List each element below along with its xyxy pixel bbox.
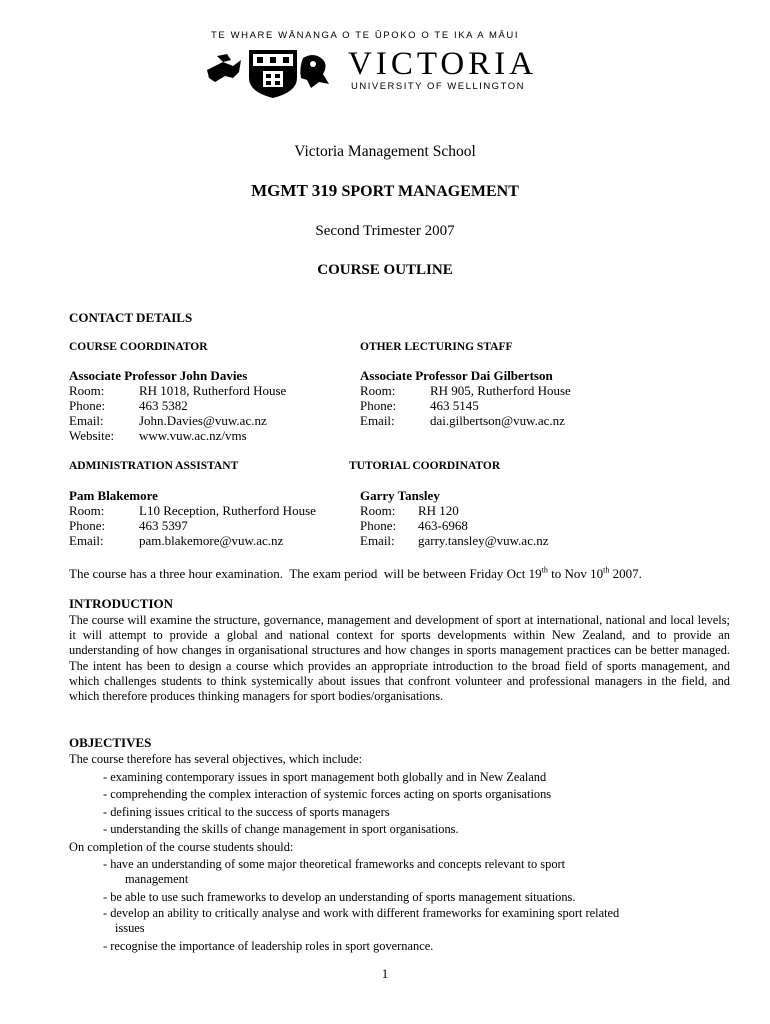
phone-label: Phone:: [69, 398, 106, 413]
email-label: Email:: [69, 533, 104, 548]
tutorial-email-link[interactable]: garry.tansley@vuw.ac.nz: [418, 533, 549, 548]
coordinator-card: [69, 368, 349, 443]
outline-title: COURSE OUTLINE: [317, 262, 453, 278]
coordinator-email-link[interactable]: John.Davies@vuw.ac.nz: [139, 413, 267, 428]
list-item: - have an understanding of some major theoretical frameworks and concepts relevant to sport: [103, 856, 566, 871]
course-name: SPORT MANAGEMENT: [341, 183, 519, 200]
list-item: - comprehending the complex interaction of systemic forces acting on sports organisations: [103, 787, 552, 802]
maori-motto: TE WHARE WĀNANGA O TE ŪPOKO O TE IKA A MĀUI: [211, 30, 520, 41]
university-header: [205, 30, 570, 100]
course-title: [0, 181, 770, 201]
coordinator-room: RH 1018, Rutherford House: [139, 383, 287, 398]
objectives-heading: OBJECTIVES: [69, 735, 152, 750]
tutorial-heading: TUTORIAL COORDINATOR: [349, 460, 501, 472]
university-crest-logo: [205, 44, 345, 100]
list-item: - develop an ability to critically analyse and work with different frameworks for examining sport related: [103, 906, 620, 921]
course-code: MGMT 319: [251, 181, 338, 200]
other-staff-email-link[interactable]: dai.gilbertson@vuw.ac.nz: [430, 413, 565, 428]
tutorial-phone: 463-6968: [418, 518, 468, 533]
completion-intro: On completion of the course students should:: [69, 839, 294, 854]
admin-card: [69, 488, 349, 548]
website-label: Website:: [69, 428, 115, 443]
phone-label: Phone:: [360, 398, 397, 413]
list-item: - examining contemporary issues in sport management both globally and in New Zealand: [103, 769, 547, 784]
room-label: Room:: [69, 383, 105, 398]
other-staff-room: RH 905, Rutherford House: [430, 383, 571, 398]
list-item-continuation: management: [125, 871, 189, 886]
school-name: Victoria Management School: [294, 143, 476, 160]
other-staff-card: [360, 368, 660, 428]
admin-room: L10 Reception, Rutherford House: [139, 503, 316, 518]
room-label: Room:: [69, 503, 105, 518]
email-label: Email:: [360, 413, 395, 428]
coordinator-name: Associate Professor John Davies: [69, 368, 248, 383]
admin-heading: ADMINISTRATION ASSISTANT: [69, 460, 239, 472]
list-item: - understanding the skills of change management in sport organisations.: [103, 822, 459, 837]
exam-text-2: to Nov 10: [547, 566, 604, 581]
tutorial-card: [360, 488, 660, 548]
tutorial-name: Garry Tansley: [360, 488, 440, 503]
admin-phone: 463 5397: [139, 518, 188, 533]
tutorial-room: RH 120: [418, 503, 459, 518]
contact-heading: CONTACT DETAILS: [69, 310, 193, 325]
phone-label: Phone:: [360, 518, 397, 533]
room-label: Room:: [360, 383, 396, 398]
list-item: - recognise the importance of leadership roles in sport governance.: [103, 939, 434, 954]
email-label: Email:: [69, 413, 104, 428]
list-item-continuation: issues: [115, 921, 145, 936]
admin-email-link[interactable]: pam.blakemore@vuw.ac.nz: [139, 533, 284, 548]
admin-name: Pam Blakemore: [69, 488, 158, 503]
introduction-paragraph: The course will examine the structure, governance, management and development of sport at international, national and local levels; it will attempt to provide a global and national context for sports developments within New Zealand, and to provide an understanding of how changes in organisational structures and how changes in sports management practices can be better managed. The intent has been to design a course which provides an appropriate introduction to the broad field of sports management, and which challenges students to think systemically about issues that confront volunteer and professional managers in the field, and which therefore produces thinking managers for sport bodies/organisations.: [69, 613, 730, 704]
exam-note: [69, 566, 729, 582]
exam-text-1: The course has a three hour examination. The exam period will be between Friday Oct 19: [69, 566, 542, 581]
exam-sup-2: th: [603, 565, 610, 575]
term: Second Trimester 2007: [315, 223, 455, 239]
introduction-heading: INTRODUCTION: [69, 596, 174, 611]
objectives-list: [69, 751, 730, 956]
logo-subtitle: UNIVERSITY OF WELLINGTON: [351, 81, 525, 92]
coordinator-heading: COURSE COORDINATOR: [69, 341, 208, 353]
objectives-intro: The course therefore has several objectives, which include:: [69, 752, 363, 766]
email-label: Email:: [360, 533, 395, 548]
other-staff-name: Associate Professor Dai Gilbertson: [360, 368, 553, 383]
room-label: Room:: [360, 503, 396, 518]
page-number: 1: [381, 966, 389, 981]
coordinator-website-link[interactable]: www.vuw.ac.nz/vms: [139, 428, 247, 443]
phone-label: Phone:: [69, 518, 106, 533]
exam-sup-1: th: [541, 565, 548, 575]
logo-wordmark: VICTORIA: [348, 46, 538, 82]
list-item: - defining issues critical to the success of sports managers: [103, 804, 390, 819]
exam-text-3: 2007.: [609, 566, 642, 581]
other-staff-phone: 463 5145: [430, 398, 479, 413]
other-staff-heading: OTHER LECTURING STAFF: [360, 341, 513, 353]
list-item: - be able to use such frameworks to develop an understanding of sports management situations.: [103, 889, 576, 904]
coordinator-phone: 463 5382: [139, 398, 188, 413]
